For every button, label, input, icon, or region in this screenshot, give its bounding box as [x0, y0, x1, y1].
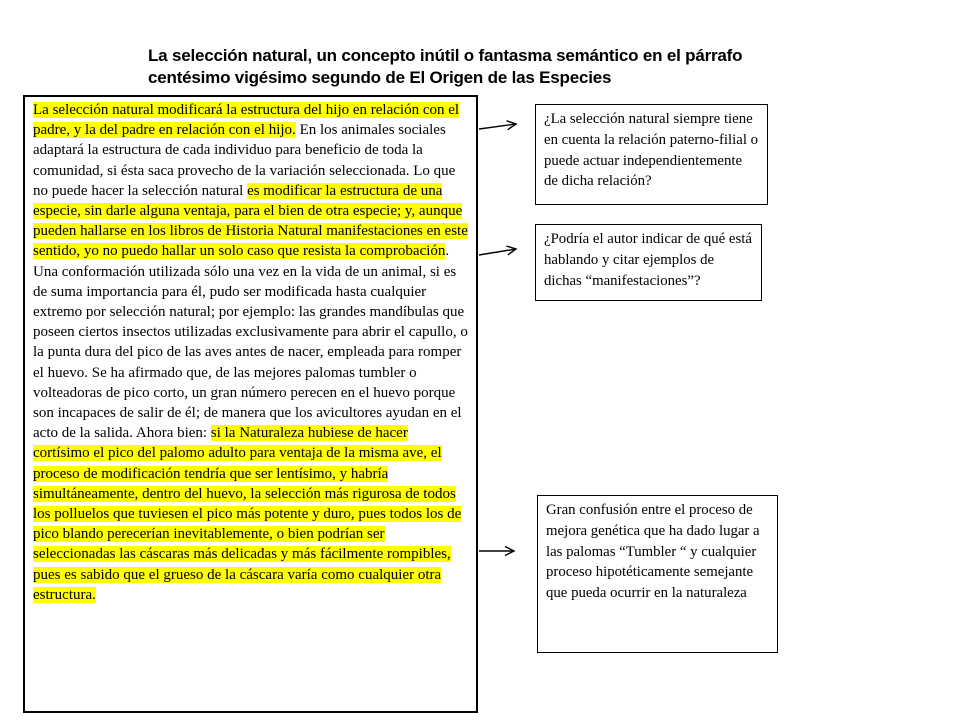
highlighted-text-segment: La selección natural modificará la estructura del hijo en relación con el padre, y la del padre en relación con el hijo. [33, 102, 460, 139]
comment-text: ¿Podría el autor indicar de qué está hablando y citar ejemplos de dichas “manifestaciones”? [544, 231, 752, 289]
right-arrow-icon [479, 249, 516, 255]
comment-text: ¿La selección natural siempre tiene en cuenta la relación paterno-filial o puede actuar independientemente de dicha relación? [544, 111, 759, 190]
page-title [148, 45, 742, 88]
plain-text-segment: . Una conformación utilizada sólo una vez en la vida de un animal, si es de suma importancia para él, pudo ser modificada hasta cualquier extremo por selección natural; por ejemplo: las grandes mandíbulas que poseen ciertos insectos utilizadas exclusivamente para abrir el capullo, o la punta dura del pico de las aves antes de nacer, empleada para romper el huevo. Se ha afirmado que, de las mejores palomas tumbler o volteadoras de pico corto, un gran número perecen en el huevo porque son incapaces de salir de él; de manera que los avicultores ayudan en el acto de la salida. Ahora bien: [33, 243, 468, 442]
main-paragraph [33, 100, 468, 605]
right-arrow-icon [479, 124, 516, 129]
page-title-line2: centésimo vigésimo segundo de El Origen de las Especies [148, 67, 612, 87]
comment-text: Gran confusión entre el proceso de mejora genética que ha dado lugar a las palomas “Tumbler “ y cualquier proceso hipotéticamente semejante que pueda ocurrir en la naturaleza [546, 502, 760, 602]
plain-text-segment: En los animales sociales adaptará la estructura de cada individuo para beneficio de toda la comunidad, si ésta saca provecho de la variación seleccionada. Lo que no puede hacer la selección natural [33, 122, 456, 199]
comment-box-tumbler [537, 495, 778, 653]
highlighted-text-segment: si la Naturaleza hubiese de hacer cortísimo el pico del palomo adulto para ventaja de la misma ave, el proceso de modificación tendría que ser lentísimo, y habría simultáneamente, dentro del huevo, la selección más rigurosa de todos los polluelos que tuviesen el pico más potente y duro, pues todos los de pico blando perecerían inevitablemente, o bien podrían ser seleccionadas las cáscaras más delicadas y más fácilmente rompibles, pues es sabido que el grueso de la cáscara varía como cualquier otra estructura. [33, 425, 462, 603]
main-text-box [23, 95, 478, 713]
comment-box-relation [535, 104, 768, 205]
comment-box-manifestaciones [535, 224, 762, 301]
page-title-line1: La selección natural, un concepto inútil o fantasma semántico en el párrafo [148, 46, 743, 65]
highlighted-text-segment: es modificar la estructura de una especie, sin darle alguna ventaja, para el bien de otra especie; y, aunque pueden hallarse en los libros de Historia Natural manifestaciones en este sentido, yo no puedo hallar un solo caso que resista la comprobación [33, 182, 468, 260]
